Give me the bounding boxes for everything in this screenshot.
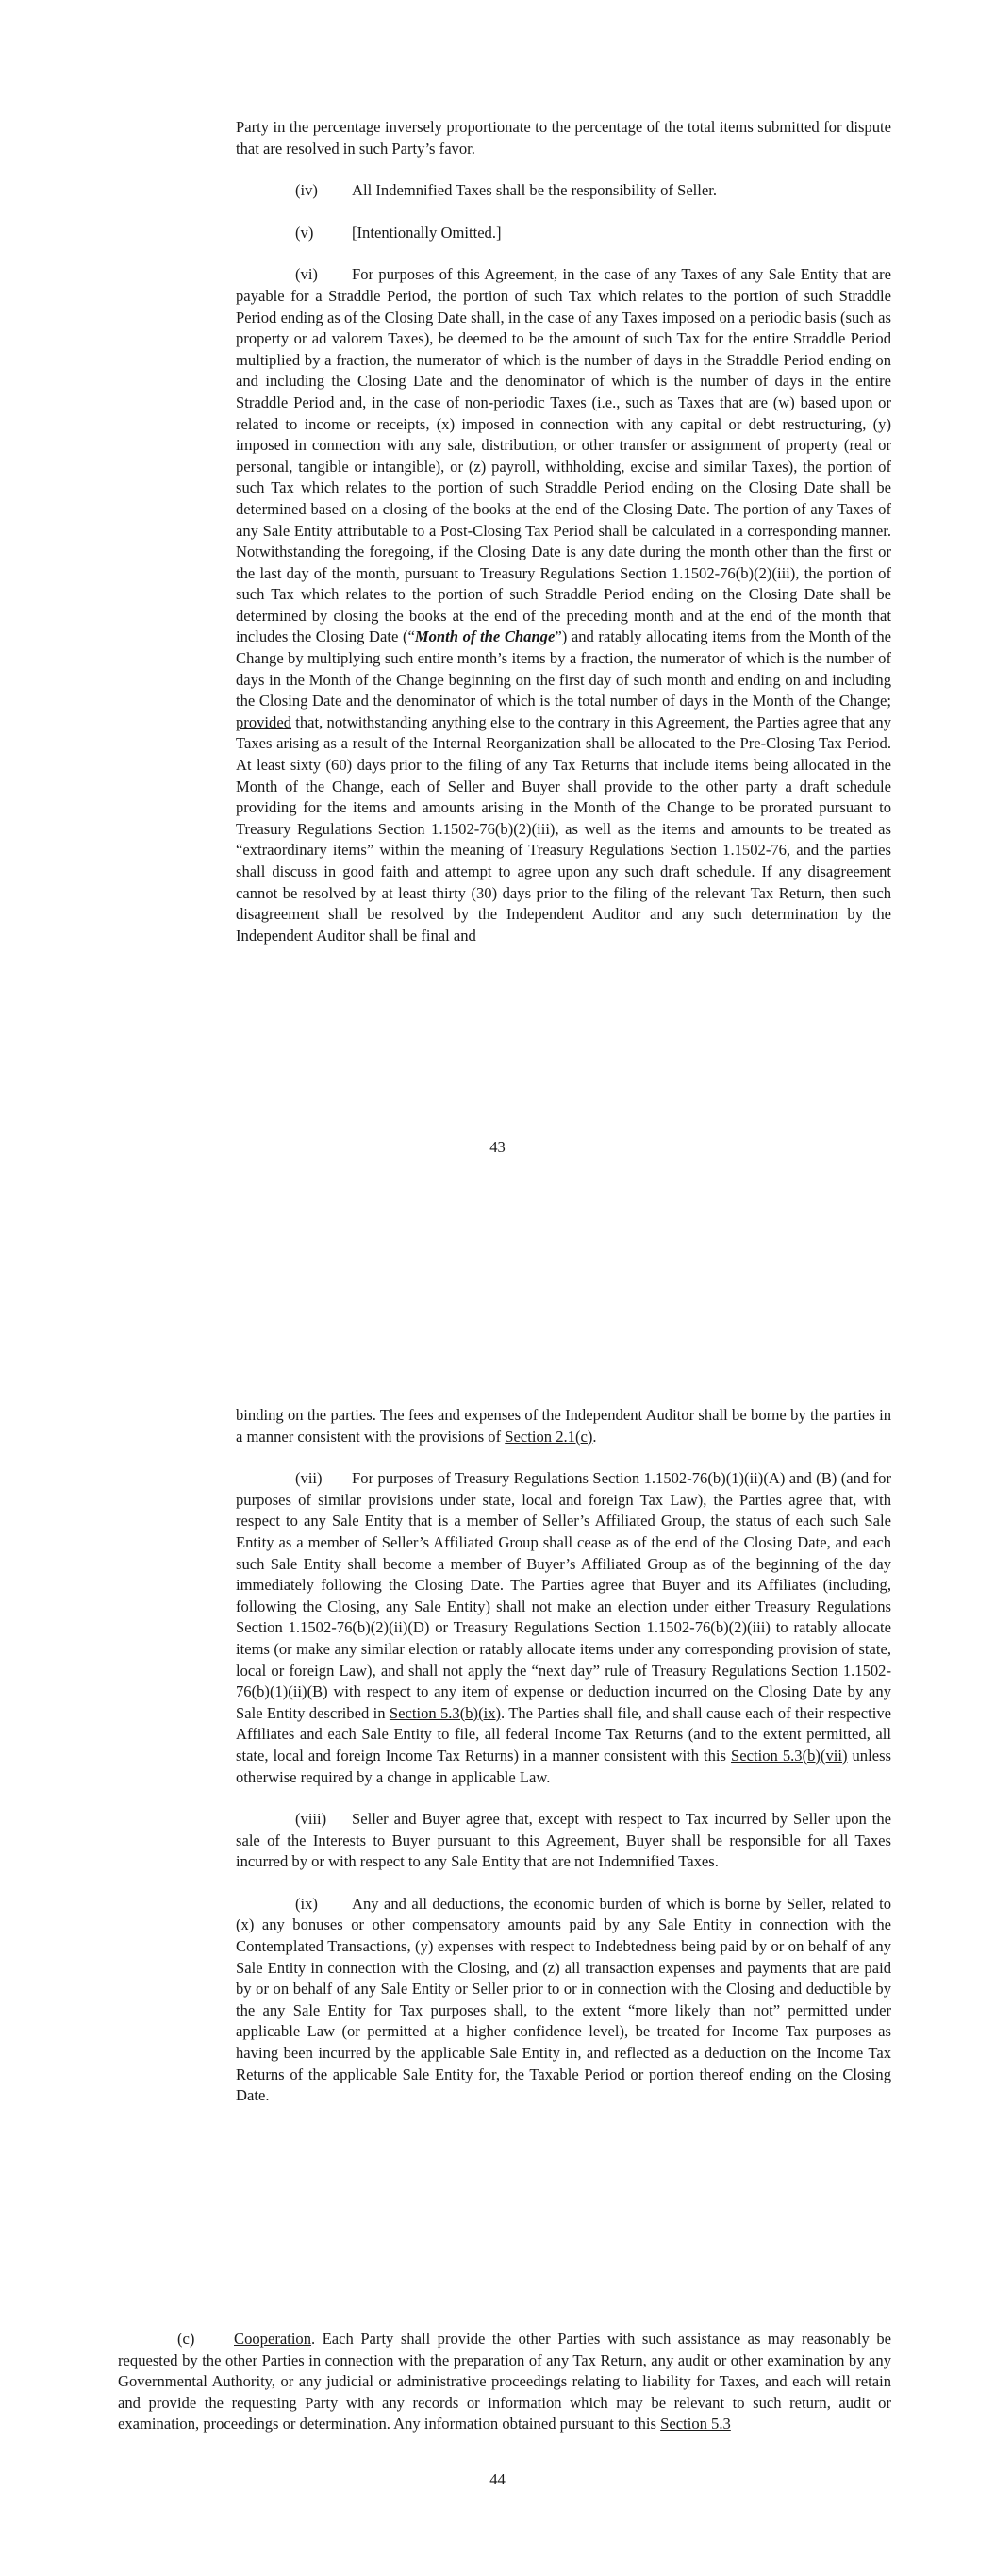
- cooperation-heading: Cooperation: [234, 2330, 312, 2348]
- continuation-paragraph: [236, 1405, 891, 1447]
- clause-vii-number: (vii): [295, 1469, 323, 1488]
- clause-c-text: . Each Party shall provide the other Parties with such assistance as may reasonably be requested by the other Parties in connection with the preparation of any Tax Return, any audit or other examination by any Governmental Authority, or any judicial or administrative proceedings relating to liability for Taxes, and each will retain and provide the requesting Party with any records or information which may be relevant to such return, audit or examination, proceedings or determination. Any information obtained pursuant to this: [118, 2330, 891, 2434]
- clause-v-number: (v): [295, 223, 314, 242]
- intro-paragraph: [236, 117, 891, 159]
- clause-v-text: [Intentionally Omitted.]: [352, 223, 502, 242]
- clause-vii-text-c: unless otherwise required by a change in applicable Law.: [236, 1746, 891, 1786]
- page-43-body: [236, 117, 891, 946]
- clause-iv: [236, 180, 891, 202]
- clause-ix: [236, 1894, 891, 2107]
- section-ref-5-3-b-vii: Section 5.3(b)(vii): [731, 1746, 848, 1765]
- continuation-text-a: binding on the parties. The fees and expenses of the Independent Auditor shall be borne by the parties in a manner consistent with the provisions of: [236, 1406, 891, 1446]
- clause-vi-number: (vi): [295, 265, 318, 284]
- continuation-text-b: .: [592, 1427, 597, 1446]
- clause-vii-text-b: . The Parties shall file, and shall cause each of their respective Affiliates and each Sale Entity to file, all federal Income Tax Returns (and to the extent permitted, all state, local and foreign Income Tax Returns) in a manner consistent with this: [236, 1703, 891, 1765]
- clause-iv-number: (iv): [295, 181, 318, 200]
- clause-ix-number: (ix): [295, 1894, 318, 1913]
- page-number-43: 43: [489, 1138, 506, 1156]
- proviso-word: provided: [236, 712, 291, 731]
- section-c-block: [118, 2329, 891, 2435]
- clause-iv-text: All Indemnified Taxes shall be the responsibility of Seller.: [352, 181, 718, 200]
- defined-term-month-of-change: Month of the Change: [414, 627, 556, 646]
- page-44: [0, 1288, 995, 2576]
- page-44-body: [236, 1405, 891, 2107]
- clause-viii: [236, 1809, 891, 1873]
- section-ref-5-3-b-ix: Section 5.3(b)(ix): [389, 1703, 502, 1722]
- clause-v: [236, 223, 891, 244]
- section-ref-2-1-c: Section 2.1(c): [505, 1427, 593, 1446]
- clause-vii: [236, 1468, 891, 1788]
- clause-vi-text-a: For purposes of this Agreement, in the case of any Taxes of any Sale Entity that are payable for a Straddle Period, the portion of such Tax which relates to the portion of such Straddle Period ending as of the Closing Date shall, in the case of any Taxes imposed on a periodic basis (such as property or ad valorem Taxes), be deemed to be the amount of such Tax for the entire Straddle Period multiplied by a fraction, the numerator of which is the number of days in the Straddle Period ending on and including the Closing Date and the denominator of which is the number of days in the entire Straddle Period and, in the case of non-periodic Taxes (i.e., such as Taxes that are (w) based upon or related to income or receipts, (x) imposed in connection with any capital or debt restructuring, (y) imposed in connection with any sale, distribution, or other transfer or assignment of property (real or personal, tangible or intangible), or (z) payroll, withholding, excise and similar Taxes), the portion of such Tax which relates to the portion of such Straddle Period ending on the Closing Date shall be determined based on a closing of the books at the end of the Closing Date. The portion of any Taxes of any Sale Entity attributable to a Post-Closing Tax Period shall be calculated in a corresponding manner. Notwithstanding the foregoing, if the Closing Date is any date during the month other than the first or the last day of the month, pursuant to Treasury Regulations Section 1.1502-76(b)(2)(iii), the portion of such Tax which relates to the portion of such Straddle Period ending on the Closing Date shall be determined by closing the books at the end of the preceding month and at the end of the month that includes the Closing Date (“: [236, 265, 891, 646]
- clause-c-number: (c): [177, 2330, 195, 2348]
- page-number-44: 44: [489, 2470, 506, 2488]
- clause-ix-text: Any and all deductions, the economic burden of which is borne by Seller, related to (x) any bonuses or other compensatory amounts paid by any Sale Entity in connection with the Contemplated Transactions, (y) expenses with respect to Indebtedness being paid by or on behalf of any Sale Entity in connection with the Closing, and (z) all transaction expenses and payments that are paid by or on behalf of any Sale Entity or Seller prior to or in connection with the Closing and deductible by the any Sale Entity for Tax purposes shall, to the extent “more likely than not” permitted under applicable Law (or permitted at a higher confidence level), be treated for Income Tax purposes as having been incurred by the applicable Sale Entity in, and reflected as a deduction on the Income Tax Returns of the applicable Sale Entity for, the Taxable Period or portion thereof ending on the Closing Date.: [236, 1894, 891, 2105]
- clause-vi-text-b: ”) and ratably allocating items from the Month of the Change by multiplying such entire month’s items by a fraction, the numerator of which is the number of days in the Month of the Change beginning on the first day of such month and ending on and including the Closing Date and the denominator of which is the total number of days in the Month of the Change;: [236, 627, 892, 711]
- clause-vi-text-c: that, notwithstanding anything else to the contrary in this Agreement, the Parties agree that any Taxes arising as a result of the Internal Reorganization shall be allocated to the Pre-Closing Tax Period. At least sixty (60) days prior to the filing of any Tax Returns that include items being allocated in the Month of the Change, each of Seller and Buyer shall provide to the other party a draft schedule providing for the items and amounts arising in the Month of the Change to be prorated pursuant to Treasury Regulations Section 1.1502-76(b)(2)(iii), as well as the items and amounts to be treated as “extraordinary items” within the meaning of Treasury Regulations Section 1.1502-76, and the parties shall discuss in good faith and attempt to agree upon any such draft schedule. If any disagreement cannot be resolved by at least thirty (30) days prior to the filing of the relevant Tax Return, then such disagreement shall be resolved by the Independent Auditor and any such determination by the Independent Auditor shall be final and: [236, 712, 891, 945]
- clause-viii-number: (viii): [295, 1810, 327, 1829]
- intro-text: Party in the percentage inversely proportionate to the percentage of the total items submitted for dispute that are resolved in such Party’s favor.: [236, 118, 891, 158]
- clause-vii-text-a: For purposes of Treasury Regulations Section 1.1502-76(b)(1)(ii)(A) and (B) (and for purposes of similar provisions under state, local and foreign Tax Law), the Parties agree that, with respect to any Sale Entity that is a member of Seller’s Affiliated Group, the status of each such Sale Entity as a member of Seller’s Affiliated Group shall cease as of the end of the Closing Date, and each such Sale Entity shall become a member of Buyer’s Affiliated Group as of the beginning of the day immediately following the Closing Date. The Parties agree that Buyer and its Affiliates (including, following the Closing, any Sale Entity) shall not make an election under either Treasury Regulations Section 1.1502-76(b)(2)(ii)(D) or Treasury Regulations Section 1.1502-76(b)(2)(iii) to ratably allocate items (or make any similar election or ratably allocate items under any corresponding provision of state, local or foreign Law), and shall not apply the “next day” rule of Treasury Regulations Section 1.1502-76(b)(1)(ii)(B) with respect to any item of expense or deduction incurred on the Closing Date by any Sale Entity described in: [236, 1469, 891, 1722]
- clause-vi: [236, 264, 891, 946]
- section-ref-5-3: Section 5.3: [660, 2415, 731, 2434]
- clause-viii-text: Seller and Buyer agree that, except with respect to Tax incurred by Seller upon the sale of the Interests to Buyer pursuant to this Agreement, Buyer shall be responsible for all Taxes incurred by or with respect to any Sale Entity that are not Indemnified Taxes.: [236, 1810, 891, 1871]
- clause-c: [118, 2329, 891, 2435]
